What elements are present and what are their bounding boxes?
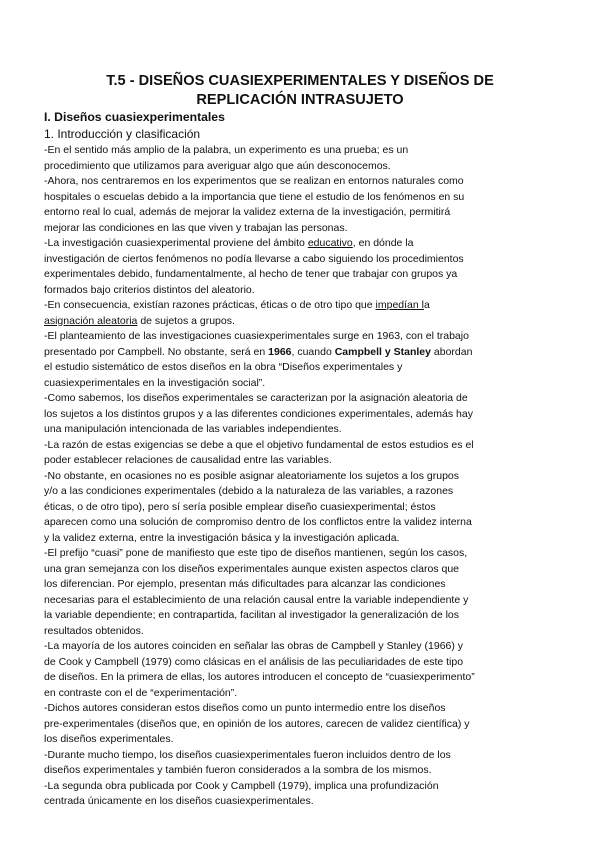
text-segment: , en dónde la: [352, 237, 414, 249]
text-segment: -Durante mucho tiempo, los diseños cuasiexperimentales fueron incluidos dentro de los: [44, 748, 451, 761]
text-segment: -En consecuencia, existían razones prácticas, éticas o de otro tipo que: [44, 299, 376, 311]
text-segment: una manipulación intencionada de las variables independientes.: [44, 423, 342, 435]
text-segment: formados bajo criterios distintos del aleatorio.: [44, 283, 255, 296]
paragraph-line: [44, 314, 564, 330]
paragraph-line: [44, 484, 564, 500]
paragraph-line: [44, 453, 564, 469]
text-segment: , cuando: [291, 345, 335, 358]
text-segment: mejorar las condiciones en las que viven y trabajan las personas.: [44, 221, 348, 234]
bold-text: 1966: [268, 345, 292, 358]
text-segment: poder establecer relaciones de causalidad entre las variables.: [44, 454, 332, 466]
underlined-text: impedían l: [375, 299, 424, 311]
underlined-text: educativo: [307, 237, 353, 249]
paragraph-line: [44, 794, 564, 810]
paragraph-line: [44, 376, 564, 392]
text-segment: y/o a las condiciones experimentales (debido a la naturaleza de las variables, a razones: [44, 485, 454, 497]
text-segment: -La razón de estas exigencias se debe a que el objetivo fundamental de estos estudios es el: [44, 438, 474, 451]
title-line-2: REPLICACIÓN INTRASUJETO: [196, 92, 404, 108]
bold-text: Campbell y Stanley: [334, 345, 431, 358]
paragraph-line: [44, 252, 564, 268]
text-segment: éticas, o de otro tipo), pero sí sería posible emplear diseño cuasiexperimental; éstos: [44, 500, 436, 513]
text-segment: abordan: [431, 345, 473, 358]
paragraph-line: [44, 500, 564, 516]
text-segment: centrada únicamente en los diseños cuasiexperimentales.: [44, 795, 314, 807]
paragraph-line: [44, 686, 564, 702]
paragraph-line: [44, 670, 564, 686]
underlined-text: asignación aleatoria: [44, 314, 138, 327]
text-segment: experimentales debido, fundamentalmente, al hecho de tener que trabajar con grupos ya: [44, 268, 458, 280]
text-segment: diseños experimentales y también fueron considerados a la sombra de los mismos.: [44, 764, 432, 776]
text-segment: a: [423, 299, 430, 311]
paragraph-line: [44, 345, 564, 361]
text-segment: -La investigación cuasiexperimental proviene del ámbito: [44, 237, 308, 249]
paragraph-line: [44, 143, 564, 159]
paragraph-line: [44, 732, 564, 748]
text-segment: necesarias para el establecimiento de una relación causal entre la variable independiente y: [44, 593, 469, 606]
document-title: [40, 72, 560, 110]
paragraph-line: [44, 407, 564, 423]
section-heading: I. Diseños cuasiexperimentales: [44, 110, 225, 124]
text-segment: el estudio sistemático de estos diseños en la obra “Diseños experimentales y: [44, 361, 403, 373]
text-segment: -La segunda obra publicada por Cook y Campbell (1979), implica una profundización: [44, 779, 439, 792]
paragraph-line: [44, 515, 564, 531]
text-segment: de Cook y Campbell (1979) como clásicas en el análisis de las peculiaridades de este tipo: [44, 655, 464, 668]
paragraph-line: [44, 577, 564, 593]
paragraph-line: [44, 159, 564, 175]
paragraph-line: [44, 267, 564, 283]
text-segment: investigación de ciertos fenómenos no podía llevarse a cabo siguiendo los procedimientos: [44, 252, 464, 265]
paragraph-line: [44, 779, 564, 795]
title-line-1: T.5 - DISEÑOS CUASIEXPERIMENTALES Y DISEÑOS DE: [106, 73, 494, 89]
text-segment: la variable dependiente; en contrapartida, facilitan al investigador la generalización de los: [44, 609, 460, 621]
text-segment: los diferencian. Por ejemplo, presentan más dificultades para alcanzar las condiciones: [44, 578, 446, 590]
text-segment: los sujetos a los distintos grupos y a las diferentes condiciones experimentales, además hay: [44, 407, 473, 420]
text-segment: de diseños. En la primera de ellas, los autores introducen el concepto de “cuasiexperimento”: [44, 671, 475, 683]
body-text: [44, 143, 564, 810]
text-segment: y la validez externa, entre la investigación básica y la investigación aplicada.: [44, 531, 400, 544]
paragraph-line: [44, 639, 564, 655]
paragraph-line: [44, 174, 564, 190]
text-segment: los diseños experimentales.: [44, 733, 174, 745]
text-segment: -En el sentido más amplio de la palabra, un experimento es una prueba; es un: [44, 144, 409, 156]
paragraph-line: [44, 748, 564, 764]
paragraph-line: [44, 221, 564, 237]
paragraph-line: [44, 438, 564, 454]
text-segment: -No obstante, en ocasiones no es posible asignar aleatoriamente los sujetos a los grupos: [44, 469, 460, 482]
text-segment: pre-experimentales (diseños que, en opinión de los autores, carecen de validez científica) y: [44, 717, 470, 730]
text-segment: resultados obtenidos.: [44, 624, 144, 637]
paragraph-line: [44, 236, 564, 252]
text-segment: en contraste con el de “experimentación”.: [44, 686, 238, 699]
text-segment: presentado por Campbell. No obstante, será en: [44, 345, 269, 358]
paragraph-line: [44, 763, 564, 779]
text-segment: -Dichos autores consideran estos diseños como un punto intermedio entre los diseños: [44, 702, 446, 714]
text-segment: procedimiento que utilizamos para averiguar algo que aún desconocemos.: [44, 159, 391, 172]
text-segment: cuasiexperimentales en la investigación social”.: [44, 376, 266, 389]
paragraph-line: [44, 469, 564, 485]
paragraph-line: [44, 608, 564, 624]
paragraph-line: [44, 360, 564, 376]
subsection-heading: 1. Introducción y clasificación: [44, 127, 201, 141]
paragraph-line: [44, 562, 564, 578]
text-segment: hospitales o escuelas debido a la importancia que tiene el estudio de los fenómenos en su: [44, 190, 465, 203]
paragraph-line: [44, 298, 564, 314]
paragraph-line: [44, 283, 564, 299]
paragraph-line: [44, 531, 564, 547]
paragraph-line: [44, 624, 564, 640]
text-segment: -Como sabemos, los diseños experimentales se caracterizan por la asignación aleatoria de: [44, 392, 468, 404]
paragraph-line: [44, 205, 564, 221]
text-segment: -El prefijo “cuasi” pone de manifiesto que este tipo de diseños mantienen, según los casos,: [44, 547, 468, 559]
text-segment: aparecen como una solución de compromiso dentro de los conflictos entre la validez interna: [44, 516, 472, 528]
text-segment: -El planteamiento de las investigaciones cuasiexperimentales surge en 1963, con el trabajo: [44, 330, 469, 342]
paragraph-line: [44, 701, 564, 717]
text-segment: entorno real lo cual, además de mejorar la validez externa de la investigación, permitirá: [44, 206, 451, 218]
text-segment: de sujetos a grupos.: [137, 314, 235, 327]
paragraph-line: [44, 190, 564, 206]
paragraph-line: [44, 329, 564, 345]
text-segment: -La mayoría de los autores coinciden en señalar las obras de Campbell y Stanley (1966) y: [44, 640, 464, 652]
paragraph-line: [44, 546, 564, 562]
text-segment: -Ahora, nos centraremos en los experimentos que se realizan en entornos naturales como: [44, 175, 464, 187]
paragraph-line: [44, 593, 564, 609]
text-segment: una gran semejanza con los diseños experimentales aunque existen aspectos claros que: [44, 562, 460, 575]
paragraph-line: [44, 717, 564, 733]
paragraph-line: [44, 422, 564, 438]
paragraph-line: [44, 391, 564, 407]
paragraph-line: [44, 655, 564, 671]
